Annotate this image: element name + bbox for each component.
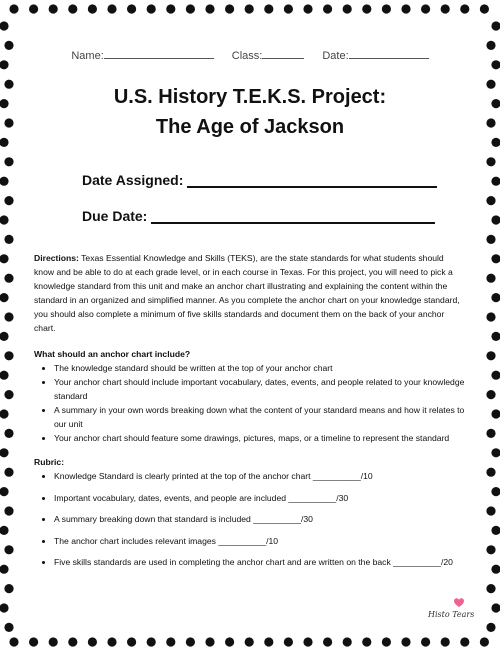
list-item: • A summary in your own words breaking down what the content of your standard means and how it relates to our unit bbox=[54, 403, 466, 431]
border-dot bbox=[460, 637, 469, 646]
border-dot bbox=[486, 468, 495, 477]
class-label: Class: bbox=[231, 50, 263, 62]
border-dot bbox=[4, 274, 13, 283]
class-blank[interactable] bbox=[262, 48, 304, 59]
border-dot bbox=[127, 637, 136, 646]
border-dot bbox=[284, 4, 293, 13]
border-dot bbox=[491, 603, 500, 612]
border-dot bbox=[4, 312, 13, 321]
border-dot bbox=[491, 526, 500, 535]
border-dot bbox=[303, 4, 312, 13]
due-date-label: Due Date: bbox=[82, 208, 148, 224]
list-item: • Your anchor chart should include important vocabulary, dates, events, and people related to your knowledge standard bbox=[54, 375, 466, 403]
border-dot bbox=[245, 637, 254, 646]
border-dot bbox=[4, 235, 13, 244]
border-dot bbox=[491, 371, 500, 380]
rubric-heading: Rubric: bbox=[34, 457, 65, 467]
border-dot bbox=[49, 637, 58, 646]
border-dot bbox=[486, 196, 495, 205]
directions-paragraph bbox=[34, 251, 466, 335]
border-dot bbox=[245, 4, 254, 13]
border-dot bbox=[460, 4, 469, 13]
border-dot bbox=[343, 4, 352, 13]
border-dot bbox=[491, 332, 500, 341]
border-dot bbox=[0, 332, 9, 341]
border-dot bbox=[421, 637, 430, 646]
border-dot bbox=[68, 4, 77, 13]
rubric-list bbox=[34, 469, 466, 569]
border-dot bbox=[382, 4, 391, 13]
border-dot bbox=[0, 409, 9, 418]
border-dot bbox=[486, 118, 495, 127]
border-dot bbox=[0, 21, 9, 30]
border-dot bbox=[486, 390, 495, 399]
border-dot bbox=[491, 60, 500, 69]
include-list bbox=[34, 361, 466, 445]
border-dot bbox=[4, 390, 13, 399]
border-dot bbox=[491, 565, 500, 574]
border-dot bbox=[284, 637, 293, 646]
border-dot bbox=[186, 637, 195, 646]
border-dot bbox=[88, 4, 97, 13]
name-label: Name: bbox=[71, 50, 104, 62]
border-dot bbox=[147, 4, 156, 13]
border-dot bbox=[343, 637, 352, 646]
include-heading: What should an anchor chart include? bbox=[34, 349, 191, 359]
border-dot bbox=[441, 4, 450, 13]
date-assigned-row bbox=[82, 168, 466, 188]
rubric-item: • The anchor chart includes relevant images __________/10 bbox=[54, 534, 466, 548]
border-dot bbox=[264, 4, 273, 13]
class-field[interactable] bbox=[232, 48, 305, 62]
border-dot bbox=[0, 371, 9, 380]
border-dot bbox=[0, 603, 9, 612]
border-dot bbox=[491, 177, 500, 186]
border-dot bbox=[486, 351, 495, 360]
name-blank[interactable] bbox=[104, 48, 214, 59]
border-dot bbox=[88, 637, 97, 646]
border-dot bbox=[166, 4, 175, 13]
date-label: Date: bbox=[322, 50, 349, 62]
page-title bbox=[34, 82, 466, 142]
border-dot bbox=[491, 21, 500, 30]
border-dot bbox=[0, 487, 9, 496]
student-info-line bbox=[34, 48, 466, 62]
border-dot bbox=[127, 4, 136, 13]
date-field[interactable] bbox=[322, 48, 428, 62]
border-dot bbox=[4, 80, 13, 89]
border-dot bbox=[491, 138, 500, 147]
rubric-item: • A summary breaking down that standard is included __________/30 bbox=[54, 512, 466, 526]
border-dot bbox=[486, 274, 495, 283]
border-dot bbox=[4, 623, 13, 632]
border-dot bbox=[4, 429, 13, 438]
due-date-row bbox=[82, 204, 466, 224]
due-date-blank[interactable] bbox=[151, 210, 435, 224]
border-dot bbox=[480, 637, 489, 646]
border-dot bbox=[49, 4, 58, 13]
border-dot bbox=[205, 637, 214, 646]
rubric-item: • Important vocabulary, dates, events, and people are included __________/30 bbox=[54, 491, 466, 505]
border-dot bbox=[107, 637, 116, 646]
border-dot bbox=[486, 429, 495, 438]
border-dot bbox=[441, 637, 450, 646]
heart-icon bbox=[426, 595, 474, 625]
border-dot bbox=[401, 4, 410, 13]
border-dot bbox=[29, 4, 38, 13]
brand-logo bbox=[426, 595, 474, 625]
border-dot bbox=[486, 41, 495, 50]
border-dot bbox=[0, 177, 9, 186]
border-dot bbox=[68, 637, 77, 646]
border-dot bbox=[362, 637, 371, 646]
rubric-item: • Five skills standards are used in completing the anchor chart and are written on the back __________/20 bbox=[54, 555, 466, 569]
border-dot bbox=[186, 4, 195, 13]
border-dot bbox=[491, 293, 500, 302]
border-dot bbox=[225, 637, 234, 646]
border-dot bbox=[205, 4, 214, 13]
border-dot bbox=[486, 506, 495, 515]
border-dot bbox=[486, 80, 495, 89]
date-assigned-blank[interactable] bbox=[187, 174, 437, 188]
date-assigned-label: Date Assigned: bbox=[82, 172, 184, 188]
border-dot bbox=[421, 4, 430, 13]
border-dot bbox=[0, 448, 9, 457]
border-dot bbox=[0, 138, 9, 147]
border-dot bbox=[0, 565, 9, 574]
name-field[interactable] bbox=[71, 48, 213, 62]
logo-text: Histo Tears bbox=[428, 610, 474, 619]
border-dot bbox=[4, 506, 13, 515]
border-dot bbox=[491, 409, 500, 418]
border-dot bbox=[166, 637, 175, 646]
date-blank[interactable] bbox=[349, 48, 429, 59]
border-dot bbox=[486, 545, 495, 554]
border-dot bbox=[107, 4, 116, 13]
border-dot bbox=[264, 637, 273, 646]
border-dot bbox=[4, 468, 13, 477]
border-dot bbox=[491, 254, 500, 263]
border-dot bbox=[4, 584, 13, 593]
border-dot bbox=[9, 4, 18, 13]
border-dot bbox=[486, 157, 495, 166]
border-dot bbox=[0, 526, 9, 535]
border-dot bbox=[323, 4, 332, 13]
border-dot bbox=[0, 60, 9, 69]
border-dot bbox=[323, 637, 332, 646]
border-dot bbox=[0, 99, 9, 108]
border-dot bbox=[486, 235, 495, 244]
border-dot bbox=[4, 118, 13, 127]
title-line-1: U.S. History T.E.K.S. Project: bbox=[113, 86, 387, 108]
border-dot bbox=[4, 545, 13, 554]
border-dot bbox=[401, 637, 410, 646]
border-dot bbox=[4, 196, 13, 205]
border-dot bbox=[4, 41, 13, 50]
border-dot bbox=[491, 487, 500, 496]
title-line-2: The Age of Jackson bbox=[155, 116, 345, 138]
border-dot bbox=[225, 4, 234, 13]
border-dot bbox=[382, 637, 391, 646]
border-dot bbox=[0, 254, 9, 263]
border-dot bbox=[362, 4, 371, 13]
border-dot bbox=[491, 215, 500, 224]
worksheet bbox=[34, 40, 466, 577]
border-dot bbox=[147, 637, 156, 646]
border-dot bbox=[303, 637, 312, 646]
border-dot bbox=[491, 448, 500, 457]
list-item: • Your anchor chart should feature some drawings, pictures, maps, or a timeline to represent the standard bbox=[54, 431, 466, 445]
border-dot bbox=[0, 215, 9, 224]
border-dot bbox=[480, 4, 489, 13]
border-dot bbox=[486, 312, 495, 321]
border-dot bbox=[486, 623, 495, 632]
list-item: • The knowledge standard should be written at the top of your anchor chart bbox=[54, 361, 466, 375]
rubric-item: • Knowledge Standard is clearly printed at the top of the anchor chart __________/10 bbox=[54, 469, 466, 483]
border-dot bbox=[29, 637, 38, 646]
directions-text: Texas Essential Knowledge and Skills (TEKS), are the state standards for what students should know and be able to do at each grade level, or in each course in Texas. For this project, you will need to pick a knowledge standard from this unit and make an anchor chart illustrating and explaining the content within the standard in an organized and simplified manner. As you complete the anchor chart on your knowledge standard, you should also complete a minimum of five skills standards and document them on the back of your anchor chart. bbox=[34, 253, 460, 333]
border-dot bbox=[9, 637, 18, 646]
border-dot bbox=[491, 99, 500, 108]
border-dot bbox=[4, 157, 13, 166]
border-dot bbox=[0, 293, 9, 302]
border-dot bbox=[4, 351, 13, 360]
border-dot bbox=[486, 584, 495, 593]
directions-label: Directions: bbox=[34, 253, 79, 263]
